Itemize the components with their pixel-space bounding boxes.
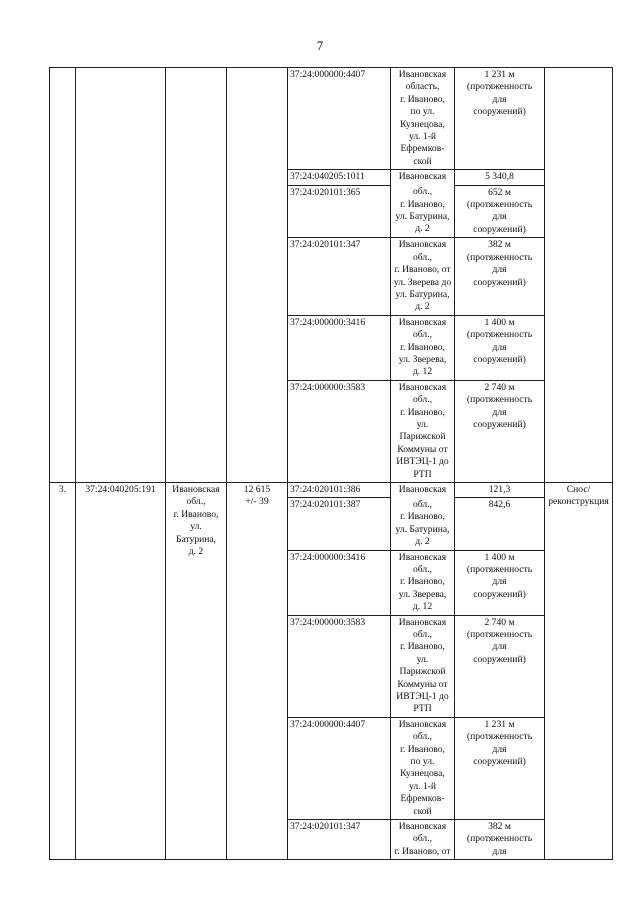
object-length-cell [455, 380, 545, 482]
object-cadastral-cell: 37:24:000000:3583 [288, 615, 391, 717]
cell-line: +/- 39 [245, 496, 269, 508]
object-address-cell [391, 820, 455, 860]
object-address-cell [391, 68, 455, 170]
cell-line: сооружений) [473, 276, 526, 288]
cell-line: 382 м [488, 239, 511, 251]
cell-line: реконструкция [548, 496, 609, 508]
object-address-cell [391, 550, 455, 615]
cell-line: ул. Батурина, [395, 210, 450, 222]
cell-line: РТП [413, 703, 432, 715]
cell-line: сооружений) [473, 223, 526, 235]
cell-line: сооружений) [473, 588, 526, 600]
cell-line: для [492, 576, 507, 588]
cell-line: область, [405, 81, 440, 93]
cell-line: ул. Батурина, [395, 288, 450, 300]
cell-line: 121,3 [488, 484, 511, 495]
plot-cadastral-cell [76, 68, 166, 483]
num-cell: 3. [50, 483, 76, 860]
object-length-cell [455, 820, 545, 860]
cell-line: ул. [416, 653, 429, 665]
land-plots-table [49, 67, 613, 860]
cell-line: ской [413, 805, 432, 817]
cell-line: ул. Зверева, [398, 588, 447, 600]
cell-line: Ивановская [398, 316, 447, 328]
object-address-cell [391, 483, 455, 498]
cell-line: 1 400 м [484, 316, 515, 328]
object-length-cell [455, 615, 545, 717]
cell-line: д. 2 [415, 536, 430, 548]
cell-line: сооружений) [473, 418, 526, 430]
cell-line: Ивановская [398, 551, 447, 563]
cell-line: г. Иваново, [400, 93, 445, 105]
object-cadastral-cell: 37:24:020101:386 [288, 483, 391, 498]
object-cadastral-cell: 37:24:000000:4407 [288, 717, 391, 819]
page-number: 7 [316, 38, 324, 53]
object-cadastral-cell: 37:24:020101:347 [288, 238, 391, 315]
cell-line: Снос/ [566, 484, 591, 495]
object-address-cell [391, 380, 455, 482]
cell-line: (протяженность [466, 199, 533, 211]
object-address-cell [391, 238, 455, 315]
cell-line: для [492, 211, 507, 223]
cell-line: по ул. [410, 756, 435, 768]
cell-line: г. Иваново, [400, 198, 445, 210]
object-cadastral-cell: 37:24:020101:365 [288, 185, 391, 238]
cell-line: Ивановская [398, 821, 447, 833]
action-cell [545, 483, 613, 860]
cell-line: (протяженность [466, 81, 533, 93]
cell-line: ул. 1-й [408, 131, 437, 143]
object-length-cell [455, 238, 545, 315]
cell-line: д. 2 [188, 546, 204, 558]
cell-line: (протяженность [466, 628, 533, 640]
cell-line: д. 2 [415, 223, 430, 235]
cell-line: обл., [412, 329, 433, 341]
object-length-cell [455, 185, 545, 238]
object-length-cell [455, 315, 545, 380]
object-cadastral-cell: 37:24:000000:3583 [288, 380, 391, 482]
object-address-cell [391, 498, 455, 550]
cell-line: Кузнецова, [400, 768, 445, 780]
object-address-cell [391, 315, 455, 380]
cell-line: Ивановская [398, 239, 447, 251]
cell-line: Коммуны от [397, 443, 448, 455]
cell-line: 2 740 м [484, 616, 515, 628]
object-cadastral-cell: 37:24:000000:4407 [288, 68, 391, 170]
cell-line: обл., [412, 498, 433, 510]
object-length-cell [455, 68, 545, 170]
cell-line: для [492, 743, 507, 755]
cell-line: (протяженность [466, 731, 533, 743]
object-length-cell [455, 498, 545, 550]
cell-line: Кузнецова, [400, 118, 445, 130]
cell-line: Ефремков- [400, 143, 445, 155]
cell-line: Парижской [399, 431, 446, 443]
cell-line: г. Иваново, [400, 743, 445, 755]
cell-line: 382 м [488, 821, 511, 833]
num-cell [50, 68, 76, 483]
cell-line: ул. [416, 418, 429, 430]
cell-line: 5 340,8 [485, 171, 514, 183]
cell-line: 1 400 м [484, 551, 515, 563]
object-address-cell [391, 185, 455, 238]
cell-line: д. 2 [415, 301, 430, 313]
cell-line: для [492, 264, 507, 276]
cell-line: (протяженность [466, 563, 533, 575]
cell-line: ИВТЭЦ-1 до [396, 456, 449, 468]
cell-line: г. Иваново, [400, 406, 445, 418]
cell-line: Ивановская [398, 484, 447, 495]
cell-line: обл., [186, 496, 206, 508]
cell-line: (протяженность [466, 833, 533, 845]
object-cadastral-cell: 37:24:000000:3416 [288, 550, 391, 615]
plot-area-cell [227, 68, 288, 483]
cell-line: г. Иваново, от [394, 264, 451, 276]
cell-line: для [492, 845, 507, 857]
cell-line: Коммуны от [397, 678, 448, 690]
plot-area-cell [227, 483, 288, 860]
object-cadastral-cell: 37:24:040205:1011 [288, 170, 391, 185]
object-cadastral-cell: 37:24:000000:3416 [288, 315, 391, 380]
cell-line: Ивановская [398, 718, 447, 730]
object-length-cell [455, 717, 545, 819]
cell-line: обл., [412, 833, 433, 845]
cell-line: г. Иваново, [400, 511, 445, 523]
cell-line: РТП [413, 468, 432, 480]
cell-line: (протяженность [466, 394, 533, 406]
object-length-cell [455, 483, 545, 498]
object-length-cell [455, 550, 545, 615]
cell-line: ул. Зверева до [393, 276, 452, 288]
cell-line: 2 740 м [484, 381, 515, 393]
cell-line: ской [413, 155, 432, 167]
cell-line: для [492, 406, 507, 418]
cell-line: обл., [412, 563, 433, 575]
cell-line: г. Иваново, [400, 576, 445, 588]
cell-line: 12 615 [243, 484, 271, 495]
plot-address-cell [166, 68, 227, 483]
plot-cadastral-cell: 37:24:040205:191 [76, 483, 166, 860]
cell-line: ИВТЭЦ-1 до [396, 691, 449, 702]
cell-line: для [492, 341, 507, 353]
cell-line: обл., [412, 394, 433, 406]
cell-line: 1 231 м [484, 718, 515, 730]
cell-line: д. 12 [412, 366, 433, 378]
object-address-cell [391, 717, 455, 819]
cell-line: Ивановская [172, 484, 220, 495]
cell-line: обл., [412, 731, 433, 743]
cell-line: г. Иваново, [400, 341, 445, 353]
object-length-cell [455, 170, 545, 185]
cell-line: 1 231 м [484, 69, 515, 80]
cell-line: Ивановская [398, 69, 447, 80]
table-row [50, 483, 613, 498]
cell-line: (протяженность [466, 329, 533, 341]
table-row [50, 68, 613, 170]
cell-line: г. Иваново, от [394, 845, 451, 857]
cell-line: ул. Зверева, [398, 353, 447, 365]
cell-line: Ефремков- [400, 793, 445, 805]
cell-line: Парижской [399, 666, 446, 678]
cell-line: по ул. [410, 106, 435, 118]
cell-line: г. Иваново, [400, 641, 445, 653]
cell-line: обл., [412, 186, 433, 198]
cell-line: ул. [190, 521, 202, 533]
cell-line: г. Иваново, [173, 508, 219, 520]
object-cadastral-cell: 37:24:020101:347 [288, 820, 391, 860]
cell-line: 652 м [488, 186, 511, 198]
cell-line: Ивановская [398, 616, 447, 628]
cell-line: (протяженность [466, 251, 533, 263]
cell-line: ул. Батурина, [395, 523, 450, 535]
object-address-cell [391, 615, 455, 717]
object-cadastral-cell: 37:24:020101:387 [288, 498, 391, 550]
cell-line: обл., [412, 251, 433, 263]
cell-line: ул. 1-й [408, 780, 437, 792]
cell-line: сооружений) [473, 353, 526, 365]
cell-line: 842,6 [488, 499, 511, 511]
cell-line: сооружений) [473, 756, 526, 768]
cell-line: для [492, 641, 507, 653]
cell-line: сооружений) [473, 106, 526, 118]
plot-address-cell [166, 483, 227, 860]
object-address-cell [391, 170, 455, 185]
action-cell [545, 68, 613, 483]
cell-line: д. 12 [412, 601, 433, 613]
cell-line: обл., [412, 628, 433, 640]
cell-line: Ивановская [398, 171, 447, 183]
cell-line: Ивановская [398, 381, 447, 393]
cell-line: Батурина, [175, 533, 217, 545]
cell-line: для [492, 93, 507, 105]
cell-line: сооружений) [473, 653, 526, 665]
